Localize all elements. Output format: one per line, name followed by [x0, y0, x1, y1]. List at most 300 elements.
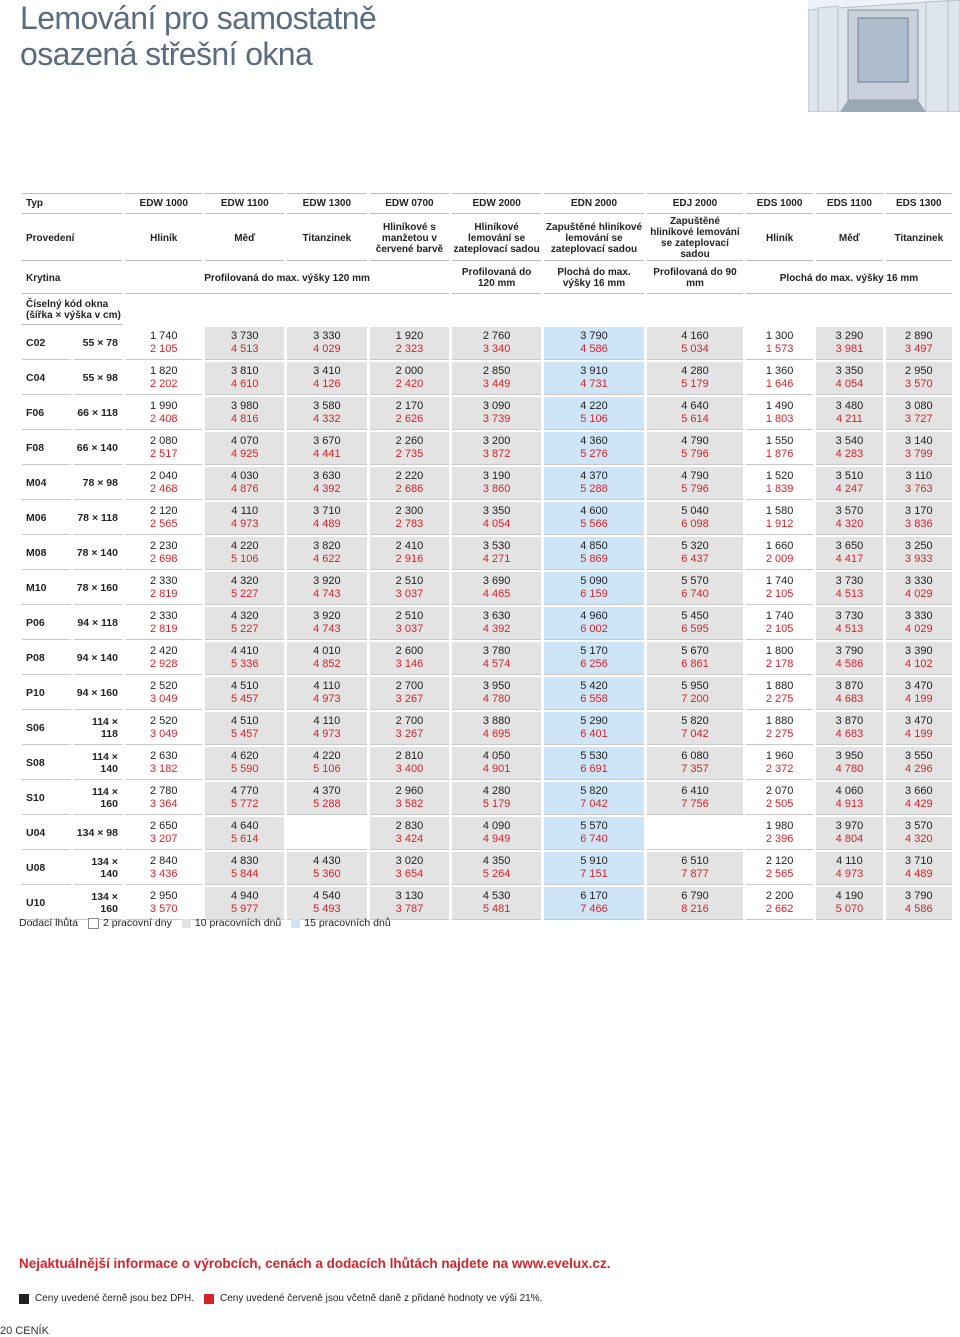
- price-cell: [544, 362, 644, 395]
- price-without-vat: 1 660: [765, 540, 794, 552]
- price-cell: [816, 747, 882, 780]
- price-cell: [370, 782, 450, 815]
- price-without-vat: 4 110: [836, 855, 863, 867]
- price-with-vat: 4 199: [905, 728, 933, 740]
- price-with-vat: 5 844: [231, 868, 259, 880]
- price-with-vat: 6 691: [580, 763, 608, 775]
- table-row: [22, 467, 952, 500]
- window-size: 94 × 160: [74, 677, 122, 710]
- price-cell: [205, 397, 284, 430]
- provedeni-row-label: Provedení: [22, 216, 122, 261]
- price-with-vat: 4 816: [231, 413, 259, 425]
- window-size: 114 × 160: [74, 782, 122, 815]
- price-cell: [647, 572, 743, 605]
- window-size: 55 × 98: [74, 362, 122, 395]
- price-without-vat: 3 880: [482, 715, 511, 727]
- price-cell: [370, 502, 450, 535]
- price-with-vat: 3 860: [482, 483, 511, 495]
- price-with-vat: 6 861: [681, 658, 709, 670]
- page-title-line-1: Lemování pro samostatně: [20, 0, 377, 36]
- price-with-vat: 5 796: [681, 448, 709, 460]
- price-without-vat: 4 600: [580, 505, 608, 517]
- price-with-vat: 3 267: [395, 728, 424, 740]
- price-without-vat: 2 810: [395, 750, 424, 762]
- table-row: [22, 677, 952, 710]
- price-with-vat: 4 683: [835, 693, 864, 705]
- table-row: [22, 712, 952, 745]
- price-cell: [452, 502, 541, 535]
- price-with-vat: 4 804: [835, 833, 864, 845]
- price-with-vat: 2 178: [765, 658, 794, 670]
- price-with-vat: 2 783: [395, 518, 424, 530]
- code-row-label: Číselný kód okna (šířka × výška v cm): [22, 296, 122, 325]
- price-with-vat: 2 105: [765, 623, 794, 635]
- price-cell: [746, 397, 813, 430]
- price-cell: [816, 467, 882, 500]
- price-cell: [125, 467, 203, 500]
- type-eds1000: EDS 1000: [746, 193, 813, 214]
- price-without-vat: 3 140: [905, 435, 933, 447]
- price-cell: [370, 677, 450, 710]
- price-with-vat: 4 054: [482, 518, 511, 530]
- price-with-vat: 2 105: [765, 588, 794, 600]
- price-without-vat: 4 160: [681, 330, 709, 342]
- price-without-vat: 3 980: [231, 400, 259, 412]
- table-row: [22, 362, 952, 395]
- price-with-vat: 2 565: [765, 868, 794, 880]
- window-code: P06: [22, 607, 71, 640]
- price-with-vat: 3 799: [905, 448, 933, 460]
- window-code: C04: [22, 362, 71, 395]
- price-without-vat: 1 360: [765, 365, 794, 377]
- price-cell: [205, 327, 284, 360]
- price-cell: [647, 397, 743, 430]
- price-cell: [886, 677, 952, 710]
- price-cell: [205, 362, 284, 395]
- price-with-vat: 4 973: [835, 868, 864, 880]
- price-cell: [452, 397, 541, 430]
- price-without-vat: 5 040: [681, 505, 709, 517]
- price-without-vat: 3 110: [905, 470, 933, 482]
- price-without-vat: 3 190: [482, 470, 511, 482]
- price-cell: [544, 817, 644, 850]
- price-with-vat: 4 102: [905, 658, 933, 670]
- type-eds1100: EDS 1100: [816, 193, 882, 214]
- price-cell: [287, 467, 367, 500]
- price-without-vat: 4 110: [313, 715, 341, 727]
- price-cell: [647, 607, 743, 640]
- price-cell: [544, 782, 644, 815]
- price-without-vat: 3 910: [580, 365, 608, 377]
- price-cell: [370, 432, 450, 465]
- price-with-vat: 3 981: [835, 343, 864, 355]
- price-with-vat: 5 869: [580, 553, 608, 565]
- price-with-vat: 5 493: [313, 903, 341, 915]
- price-cell: [816, 502, 882, 535]
- page-title-line-2: osazená střešní okna: [20, 36, 313, 72]
- price-without-vat: 4 430: [313, 855, 341, 867]
- price-with-vat: 4 465: [482, 588, 511, 600]
- krytina-edj: Profilovaná do 90 mm: [647, 263, 743, 294]
- price-cell: [886, 887, 952, 920]
- price-without-vat: 4 050: [482, 750, 511, 762]
- price-without-vat: 3 790: [905, 890, 933, 902]
- price-without-vat: 4 070: [231, 435, 259, 447]
- price-cell: [544, 747, 644, 780]
- price-without-vat: 3 080: [905, 400, 933, 412]
- window-code: M08: [22, 537, 71, 570]
- type-row: [22, 193, 952, 214]
- price-with-vat: 6 437: [681, 553, 709, 565]
- price-cell: [125, 572, 203, 605]
- price-without-vat: 4 220: [231, 540, 259, 552]
- price-cell: [452, 747, 541, 780]
- price-with-vat: 4 320: [835, 518, 864, 530]
- price-without-vat: 2 630: [149, 750, 178, 762]
- price-cell: [544, 887, 644, 920]
- price-cell: [287, 747, 367, 780]
- price-without-vat: 3 970: [835, 820, 864, 832]
- window-code: U04: [22, 817, 71, 850]
- price-cell: [205, 467, 284, 500]
- price-cell: [125, 782, 203, 815]
- price-cell: [746, 817, 813, 850]
- price-without-vat: 3 130: [395, 890, 424, 902]
- type-row-label: Typ: [22, 193, 122, 214]
- price-cell: [452, 642, 541, 675]
- price-without-vat: 4 090: [482, 820, 511, 832]
- legend-swatch-15-days: [291, 919, 300, 928]
- price-cell: [647, 817, 743, 850]
- window-size: 55 × 78: [74, 327, 122, 360]
- window-code: S10: [22, 782, 71, 815]
- price-cell: [746, 537, 813, 570]
- price-with-vat: 4 296: [905, 763, 933, 775]
- price-cell: [886, 362, 952, 395]
- price-with-vat: 5 977: [231, 903, 259, 915]
- price-without-vat: 5 530: [580, 750, 608, 762]
- price-cell: [205, 432, 284, 465]
- price-without-vat: 2 120: [765, 855, 794, 867]
- price-cell: [886, 817, 952, 850]
- price-with-vat: 2 105: [149, 343, 178, 355]
- window-code: F06: [22, 397, 71, 430]
- price-without-vat: 4 510: [231, 680, 259, 692]
- table-row: [22, 607, 952, 640]
- price-cell: [287, 327, 367, 360]
- price-cell: [647, 502, 743, 535]
- table-row: [22, 572, 952, 605]
- price-with-vat: 5 276: [580, 448, 608, 460]
- price-cell: [205, 712, 284, 745]
- price-with-vat: 4 780: [835, 763, 864, 775]
- price-with-vat: 1 803: [765, 413, 794, 425]
- price-without-vat: 1 880: [765, 680, 794, 692]
- krytina-row-label: Krytina: [22, 263, 122, 294]
- price-without-vat: 2 600: [395, 645, 424, 657]
- provedeni-eds1100: Měď: [816, 216, 882, 261]
- price-without-vat: 3 730: [835, 610, 864, 622]
- window-size: 134 × 98: [74, 817, 122, 850]
- price-cell: [205, 502, 284, 535]
- price-cell: [746, 432, 813, 465]
- price-with-vat: 5 336: [231, 658, 259, 670]
- price-with-vat: 7 042: [580, 798, 608, 810]
- price-without-vat: 3 200: [482, 435, 511, 447]
- price-cell: [452, 362, 541, 395]
- type-edw0700: EDW 0700: [370, 193, 450, 214]
- price-cell: [886, 782, 952, 815]
- price-without-vat: 3 570: [905, 820, 933, 832]
- price-cell: [125, 817, 203, 850]
- price-cell: [370, 747, 450, 780]
- price-without-vat: 4 350: [482, 855, 511, 867]
- window-size: 94 × 118: [74, 607, 122, 640]
- krytina-edw2000: Profilovaná do 120 mm: [452, 263, 541, 294]
- price-without-vat: 5 820: [580, 785, 608, 797]
- price-without-vat: 5 820: [681, 715, 709, 727]
- price-cell: [287, 817, 367, 850]
- price-without-vat: 3 920: [313, 575, 341, 587]
- price-cell: [205, 677, 284, 710]
- price-with-vat: 1 573: [765, 343, 794, 355]
- price-without-vat: 2 960: [395, 785, 424, 797]
- price-cell: [205, 642, 284, 675]
- price-cell: [452, 607, 541, 640]
- price-with-vat: 2 323: [395, 343, 424, 355]
- price-without-vat: 4 510: [231, 715, 259, 727]
- price-without-vat: 2 520: [149, 715, 178, 727]
- price-without-vat: 1 980: [765, 820, 794, 832]
- price-with-vat: 2 202: [149, 378, 178, 390]
- price-without-vat: 2 850: [482, 365, 511, 377]
- price-with-vat: 4 029: [313, 343, 341, 355]
- window-code: U10: [22, 887, 71, 920]
- provedeni-row: [22, 216, 952, 261]
- price-without-vat: 4 790: [681, 435, 709, 447]
- price-cell: [647, 327, 743, 360]
- price-with-vat: 8 216: [681, 903, 709, 915]
- price-cell: [287, 887, 367, 920]
- price-without-vat: 3 480: [835, 400, 864, 412]
- window-size: 114 × 140: [74, 747, 122, 780]
- price-with-vat: 3 933: [905, 553, 933, 565]
- price-with-vat: 3 267: [395, 693, 424, 705]
- provedeni-edw0700: Hliníkové s manžetou v červené barvě: [370, 216, 450, 261]
- price-cell: [544, 572, 644, 605]
- price-without-vat: 4 370: [313, 785, 341, 797]
- provedeni-edw1100: Měď: [205, 216, 284, 261]
- provedeni-edj2000: Zapuštěné hliníkové lemování se zateplovací sadou: [647, 216, 743, 261]
- price-cell: [370, 397, 450, 430]
- price-without-vat: 2 410: [395, 540, 424, 552]
- price-cell: [287, 712, 367, 745]
- price-without-vat: 3 950: [835, 750, 864, 762]
- type-edj2000: EDJ 2000: [647, 193, 743, 214]
- price-cell: [125, 397, 203, 430]
- red-price-swatch: [204, 1294, 214, 1304]
- price-with-vat: 5 106: [231, 553, 259, 565]
- price-without-vat: 3 350: [835, 365, 864, 377]
- price-cell: [544, 327, 644, 360]
- table-row: [22, 502, 952, 535]
- price-with-vat: 1 912: [765, 518, 794, 530]
- price-with-vat: 2 009: [765, 553, 794, 565]
- price-with-vat: 3 340: [482, 343, 511, 355]
- price-cell: [452, 712, 541, 745]
- price-with-vat: 4 913: [835, 798, 864, 810]
- table-row: [22, 817, 952, 850]
- price-without-vat: 2 650: [149, 820, 178, 832]
- price-without-vat: 2 830: [395, 820, 424, 832]
- price-without-vat: 4 370: [580, 470, 608, 482]
- price-without-vat: 2 420: [149, 645, 178, 657]
- price-without-vat: 2 520: [149, 680, 178, 692]
- price-without-vat: 4 280: [681, 365, 709, 377]
- price-without-vat: 1 740: [765, 575, 794, 587]
- type-edw2000: EDW 2000: [452, 193, 541, 214]
- price-with-vat: 6 595: [681, 623, 709, 635]
- price-without-vat: 4 320: [231, 610, 259, 622]
- legend-item-2-days: 2 pracovní dny: [102, 917, 172, 929]
- price-with-vat: 5 070: [835, 903, 864, 915]
- price-cell: [287, 782, 367, 815]
- price-with-vat: 4 247: [835, 483, 864, 495]
- price-without-vat: 6 790: [681, 890, 709, 902]
- price-with-vat: 5 566: [580, 518, 608, 530]
- price-without-vat: 3 810: [231, 365, 259, 377]
- price-cell: [544, 397, 644, 430]
- window-code: M04: [22, 467, 71, 500]
- price-without-vat: 4 620: [231, 750, 259, 762]
- price-cell: [746, 467, 813, 500]
- price-cell: [544, 432, 644, 465]
- price-cell: [205, 537, 284, 570]
- price-cell: [746, 677, 813, 710]
- price-cell: [816, 607, 882, 640]
- price-cell: [816, 537, 882, 570]
- price-with-vat: 3 364: [149, 798, 178, 810]
- price-without-vat: 4 530: [482, 890, 511, 902]
- price-with-vat: 2 505: [765, 798, 794, 810]
- price-with-vat: 3 146: [395, 658, 424, 670]
- price-without-vat: 3 820: [313, 540, 341, 552]
- type-edn2000: EDN 2000: [544, 193, 644, 214]
- price-without-vat: 3 630: [482, 610, 511, 622]
- price-with-vat: 5 106: [580, 413, 608, 425]
- price-cell: [205, 852, 284, 885]
- price-without-vat: 3 020: [395, 855, 424, 867]
- legend-swatch-10-days: [182, 919, 191, 928]
- delivery-legend: [19, 917, 391, 929]
- price-cell: [816, 817, 882, 850]
- price-cell: [886, 747, 952, 780]
- price-cell: [370, 852, 450, 885]
- price-without-vat: 3 170: [905, 505, 933, 517]
- price-cell: [816, 572, 882, 605]
- price-cell: [452, 852, 541, 885]
- price-cell: [370, 572, 450, 605]
- price-with-vat: 4 586: [905, 903, 933, 915]
- price-with-vat: 2 565: [149, 518, 178, 530]
- price-without-vat: 3 630: [313, 470, 341, 482]
- price-with-vat: 6 256: [580, 658, 608, 670]
- price-with-vat: 4 513: [835, 623, 864, 635]
- price-with-vat: 5 772: [231, 798, 259, 810]
- window-size: 114 × 118: [74, 712, 122, 745]
- price-with-vat: 2 517: [149, 448, 178, 460]
- price-with-vat: 6 098: [681, 518, 709, 530]
- price-cell: [287, 642, 367, 675]
- price-with-vat: 2 686: [395, 483, 424, 495]
- price-with-vat: 6 740: [580, 833, 608, 845]
- price-cell: [452, 572, 541, 605]
- price-with-vat: 4 513: [231, 343, 259, 355]
- price-cell: [746, 327, 813, 360]
- price-without-vat: 3 950: [482, 680, 511, 692]
- price-cell: [370, 712, 450, 745]
- price-without-vat: 4 030: [231, 470, 259, 482]
- price-without-vat: 5 320: [681, 540, 709, 552]
- price-without-vat: 2 000: [395, 365, 424, 377]
- price-with-vat: 4 029: [905, 588, 933, 600]
- price-with-vat: 7 357: [681, 763, 709, 775]
- price-cell: [746, 712, 813, 745]
- price-cell: [816, 327, 882, 360]
- price-cell: [125, 887, 203, 920]
- price-cell: [746, 502, 813, 535]
- price-without-vat: 2 070: [765, 785, 794, 797]
- price-cell: [370, 642, 450, 675]
- price-with-vat: 3 424: [395, 833, 424, 845]
- price-with-vat: 4 417: [835, 553, 864, 565]
- window-code: P10: [22, 677, 71, 710]
- price-without-vat: 3 390: [905, 645, 933, 657]
- type-eds1300: EDS 1300: [886, 193, 952, 214]
- price-with-vat: 1 876: [765, 448, 794, 460]
- price-cell: [544, 677, 644, 710]
- price-cell: [647, 887, 743, 920]
- price-without-vat: 1 300: [765, 330, 794, 342]
- price-cell: [746, 607, 813, 640]
- price-cell: [205, 782, 284, 815]
- price-without-vat: 3 710: [905, 855, 933, 867]
- window-size: 134 × 140: [74, 852, 122, 885]
- price-without-vat: 3 330: [905, 575, 933, 587]
- price-with-vat: 6 002: [580, 623, 608, 635]
- black-price-swatch: [19, 1294, 29, 1304]
- price-cell: [544, 642, 644, 675]
- price-without-vat: 4 540: [313, 890, 341, 902]
- price-with-vat: 3 570: [905, 378, 933, 390]
- table-row: [22, 397, 952, 430]
- price-with-vat: 7 756: [681, 798, 709, 810]
- price-with-vat: 2 372: [765, 763, 794, 775]
- price-cell: [125, 677, 203, 710]
- price-with-vat: 3 739: [482, 413, 511, 425]
- price-cell: [287, 502, 367, 535]
- price-cell: [452, 782, 541, 815]
- price-with-vat: 2 928: [149, 658, 178, 670]
- price-with-vat: 2 468: [149, 483, 178, 495]
- price-with-vat: 4 743: [313, 623, 341, 635]
- price-cell: [816, 432, 882, 465]
- krytina-eds: Plochá do max. výšky 16 mm: [746, 263, 952, 294]
- price-with-vat: 3 763: [905, 483, 933, 495]
- price-without-vat: 4 220: [313, 750, 341, 762]
- price-cell: [452, 677, 541, 710]
- price-with-vat: 3 400: [395, 763, 424, 775]
